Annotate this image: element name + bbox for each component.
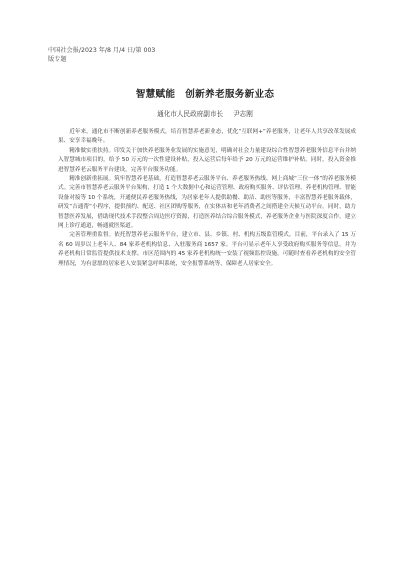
title-part-2: 创新养老服务新业态	[185, 89, 275, 100]
article-title	[0, 86, 410, 100]
article-body	[58, 128, 356, 269]
source-line-continued: 版专题	[48, 56, 67, 63]
body-paragraph: 近年来，通化市不断创新养老服务模式，培育智慧养老新业态，优化“互联网+”养老服务，让老年人共享改革发展成果、安享幸福晚年。	[58, 129, 356, 145]
title-part-1: 智慧赋能	[135, 89, 176, 100]
source-line: 中国社会报/2023 年/8 月/4 日/第 003	[48, 47, 156, 54]
author-role: 通化市人民政府副市长	[157, 110, 224, 118]
source-info	[48, 46, 155, 64]
body-paragraph: 精准做实重扶持。印发关于加快养老服务业发展的实施意见，明确对社会力量建设综合性智慧养老服务信息平台并纳入智慧城市项目的，给予 50 万元的一次性建设补贴，投入运营后每年给予 20 万元的运营维护补贴。同时，投入资金推进智慧养老云服务平台建设，完善平台服务功能。	[58, 147, 356, 173]
body-paragraph: 精准创新重拓展。筑牢智慧养老基础，打造智慧养老云服务平台、养老服务热线、网上商城“三位一体”的养老服务模式。完善市智慧养老云服务平台架构，打造 1 个大数据中心和运营管理、政府购买服务、评估管理、养老机构管理、智能设备对接等 10 个系统，开通便民养老服务热线，为居家老年人提供助餐、助洁、助医等服务，丰富智慧养老服务载体，研发“吉通帮”小程序，提供预约、配送、社区团购等服务，在实体店和老年消费者之间搭建全天候互动平台。同时，助力智慧医养发展，借助现代技术手段整合周边医疗资源，打造医养结合综合服务模式，养老服务企业与医院深度合作，建立网上诊疗通道，畅通就医渠道。	[58, 176, 356, 230]
article-byline	[0, 108, 410, 118]
body-paragraph: 完善管理重监督。依托智慧养老云服务平台，建立市、县、乡镇、村、机构五级监管模式。目前，平台录入了 15 万名 60 周岁以上老年人、84 家养老机构信息、入驻服务商 1657 家。平台可显示老年人享受政府购买服务等信息，并为养老机构日常监管提供技术支撑。市区范围内的 45 家养老机构统一安装了视频监控设施，可随时查看养老机构的安全管理情况，为有意愿的居家老人安装紧急呼叫系统，安全报警系统等，保障老人居家安全。	[58, 232, 356, 267]
author-name: 尹志刚	[233, 110, 253, 118]
